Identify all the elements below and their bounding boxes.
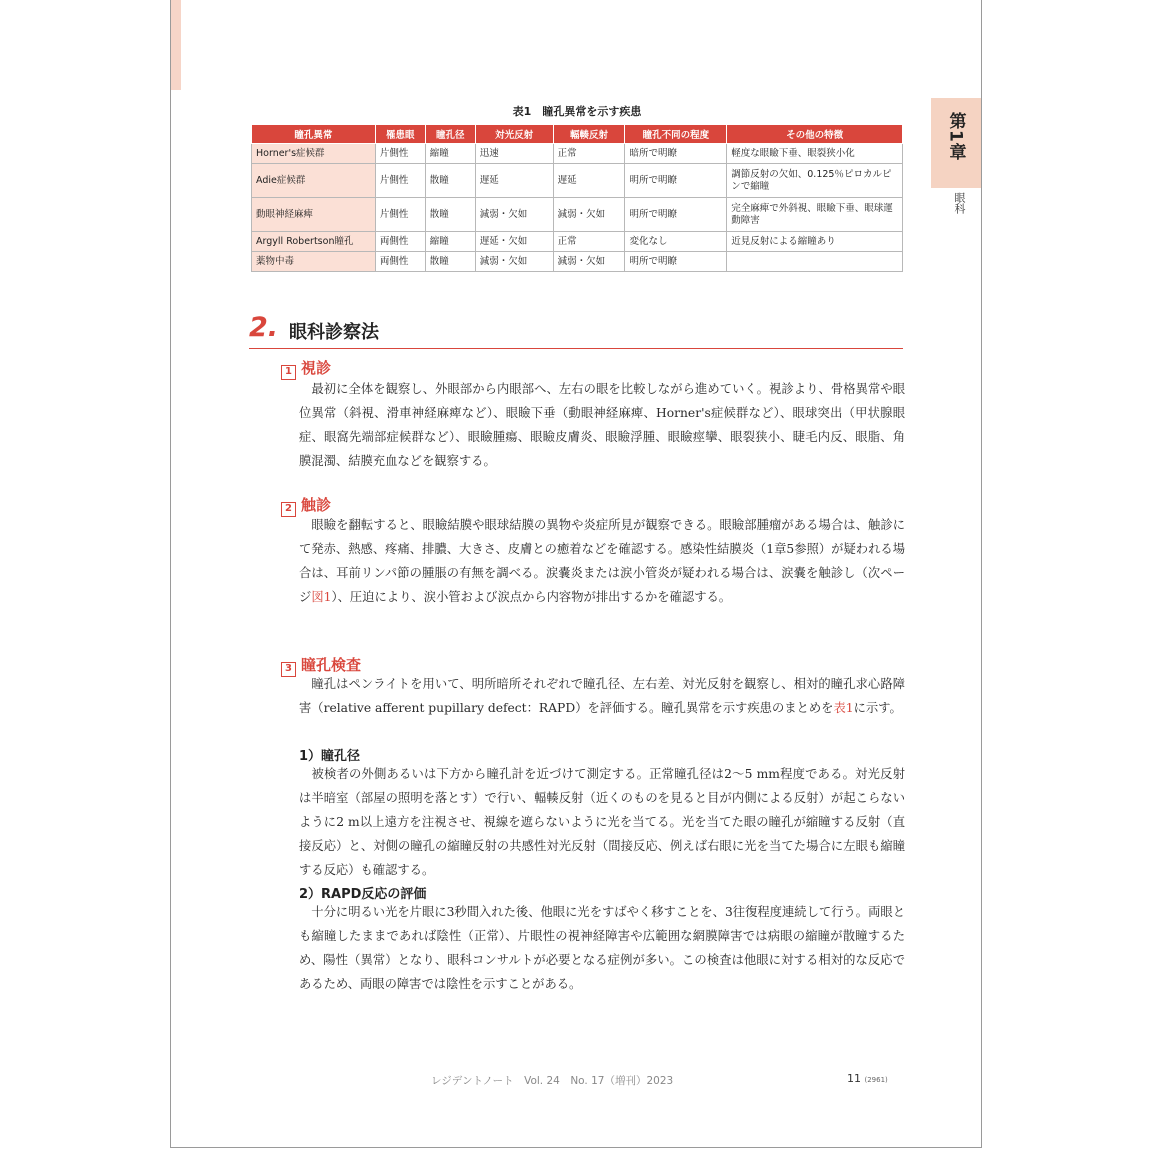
table-row	[252, 252, 903, 272]
table-header: 対光反射	[475, 125, 553, 144]
chapter-tab	[931, 98, 981, 188]
table-header: 瞳孔不同の程度	[625, 125, 727, 144]
table-header: 瞳孔径	[425, 125, 475, 144]
table-cell: 明所で明瞭	[625, 164, 727, 198]
table-caption: 表1 瞳孔異常を示す疾患	[512, 105, 642, 118]
paragraph-inspection: 最初に全体を観察し、外眼部から内眼部へ、左右の眼を比較しながら進めていく。視診より、骨格異常や眼位異常（斜視、滑車神経麻痺など）、眼瞼下垂（動眼神経麻痺、Horner's症候群など）、眼球突出（甲状腺眼症、眼窩先端部症候群など）、眼瞼腫瘍、眼瞼皮膚炎、眼瞼浮腫、眼瞼痙攣、眼裂狭小、睫毛内反、眼脂、角膜混濁、結膜充血などを観察する。	[299, 382, 905, 468]
table-header: 瞳孔異常	[252, 125, 376, 144]
paragraph-rapd: 十分に明るい光を片眼に3秒間入れた後、他眼に光をすばやく移すことを、3往復程度連続して行う。両眼とも縮瞳したままであれば陰性（正常）、片眼性の視神経障害や広範囲な網膜障害では病眼の縮瞳が散瞳するため、陽性（異常）となり、眼科コンサルトが必要となる症例が多い。この検査は他眼に対する相対的な反応であるため、両眼の障害では陰性を示すことがある。	[299, 905, 905, 991]
paragraph-palpation	[299, 513, 905, 609]
table-cell: Horner's症候群	[252, 144, 376, 164]
footer-journal: レジデントノート Vol. 24 No. 17（増刊）2023	[431, 1075, 674, 1087]
table-cell: 両側性	[375, 232, 425, 252]
table-cell: 変化なし	[625, 232, 727, 252]
table-cell: 減弱・欠如	[475, 252, 553, 272]
table-header: 罹患眼	[375, 125, 425, 144]
table-cell: 遅延	[475, 164, 553, 198]
table-row	[252, 164, 903, 198]
table-cell: 減弱・欠如	[475, 198, 553, 232]
heading-rapd: 2）RAPD反応の評価	[299, 887, 427, 902]
subsection-number-box: 1	[281, 365, 296, 380]
section-heading	[249, 312, 903, 349]
table-cell: 散瞳	[425, 252, 475, 272]
document-page	[170, 0, 982, 1148]
subsection-number-box: 2	[281, 502, 296, 517]
table-cell: 迅速	[475, 144, 553, 164]
subsection-title: 触診	[301, 496, 332, 514]
pupil-abnormality-table	[251, 124, 903, 272]
table-cell: 完全麻痺で外斜視、眼瞼下垂、眼球運動障害	[727, 198, 903, 232]
table-cell: 遅延	[553, 164, 625, 198]
table-header: 輻輳反射	[553, 125, 625, 144]
total-page-number: (2961)	[864, 1076, 888, 1084]
table-cell: 片側性	[375, 144, 425, 164]
table-cell: 片側性	[375, 164, 425, 198]
paragraph-text: ）、圧迫により、涙小管および涙点から内容物が排出するかを確認する。	[331, 590, 732, 604]
table-header-row	[252, 125, 903, 144]
table-cell: Adie症候群	[252, 164, 376, 198]
paragraph-pupil-diameter: 被検者の外側あるいは下方から瞳孔計を近づけて測定する。正常瞳孔径は2～5 mm程度である。対光反射は半暗室（部屋の照明を落とす）で行い、輻輳反射（近くのものを見ると目が内側による反射）が起こらないように2 m以上遠方を注視させ、視線を遮らないように光を当てる。光を当てた眼の瞳孔が縮瞳する反射（直接反応）と、対側の瞳孔の縮瞳反射の共感性対光反射（間接反応、例えば右眼に光を当てた場合に左眼も縮瞳する反応）も確認する。	[299, 767, 905, 877]
table-cell: 縮瞳	[425, 232, 475, 252]
table-cell: 動眼神経麻痺	[252, 198, 376, 232]
page-number-value: 11	[847, 1072, 861, 1085]
table-cell: 軽度な眼瞼下垂、眼裂狭小化	[727, 144, 903, 164]
subsection-title: 視診	[301, 359, 332, 377]
chapter-side-label: 眼科	[953, 192, 966, 214]
section-number: 2.	[249, 312, 279, 343]
page-number	[847, 1072, 888, 1085]
table-cell: 正常	[553, 144, 625, 164]
paragraph-pupil-exam	[299, 672, 905, 720]
paragraph-text: 瞳孔はペンライトを用いて、明所暗所それぞれで瞳孔径、左右差、対光反射を観察し、相対的瞳孔求心路障害（relative afferent pupillary defect：RAPD）を評価する。瞳孔異常を示す疾患のまとめを	[299, 677, 905, 715]
table-cell: 明所で明瞭	[625, 252, 727, 272]
subsection-number-box: 3	[281, 662, 296, 677]
table-cell: 遅延・欠如	[475, 232, 553, 252]
table-cell: 散瞳	[425, 164, 475, 198]
chapter-label: 第1章	[945, 112, 966, 161]
table-row	[252, 198, 903, 232]
table-cell: 近見反射による縮瞳あり	[727, 232, 903, 252]
table-cell: 正常	[553, 232, 625, 252]
table-cell: 調節反射の欠如、0.125％ピロカルピンで縮瞳	[727, 164, 903, 198]
table-cell: 明所で明瞭	[625, 198, 727, 232]
table-cell: 散瞳	[425, 198, 475, 232]
figure-reference-link[interactable]: 図1	[311, 590, 332, 604]
table-cell: 片側性	[375, 198, 425, 232]
table-cell: 薬物中毒	[252, 252, 376, 272]
table-cell: Argyll Robertson瞳孔	[252, 232, 376, 252]
table-row	[252, 144, 903, 164]
table-cell: 減弱・欠如	[553, 252, 625, 272]
table-row	[252, 232, 903, 252]
table-cell: 減弱・欠如	[553, 198, 625, 232]
section-title: 眼科診察法	[289, 322, 379, 343]
paragraph-text: 眼瞼を翻転すると、眼瞼結膜や眼球結膜の異物や炎症所見が観察できる。眼瞼部腫瘤がある場合は、触診にて発赤、熱感、疼痛、排膿、大きさ、皮膚との癒着などを確認する。感染性結膜炎（1章5参照）が疑われる場合は、耳前リンパ節の腫脹の有無を調べる。涙嚢炎または涙小管炎が疑われる場合は、涙嚢を触診し（次ページ	[299, 518, 905, 604]
paragraph-text: に示す。	[853, 701, 902, 715]
heading-pupil-diameter: 1）瞳孔径	[299, 749, 361, 764]
corner-color-mark	[171, 0, 181, 90]
subsection-title: 瞳孔検査	[301, 656, 362, 674]
table-cell: 暗所で明瞭	[625, 144, 727, 164]
table-cell: 縮瞳	[425, 144, 475, 164]
table-cell: 両側性	[375, 252, 425, 272]
table-header: その他の特徴	[727, 125, 903, 144]
table-cell	[727, 252, 903, 272]
table-reference-link[interactable]: 表1	[833, 701, 854, 715]
